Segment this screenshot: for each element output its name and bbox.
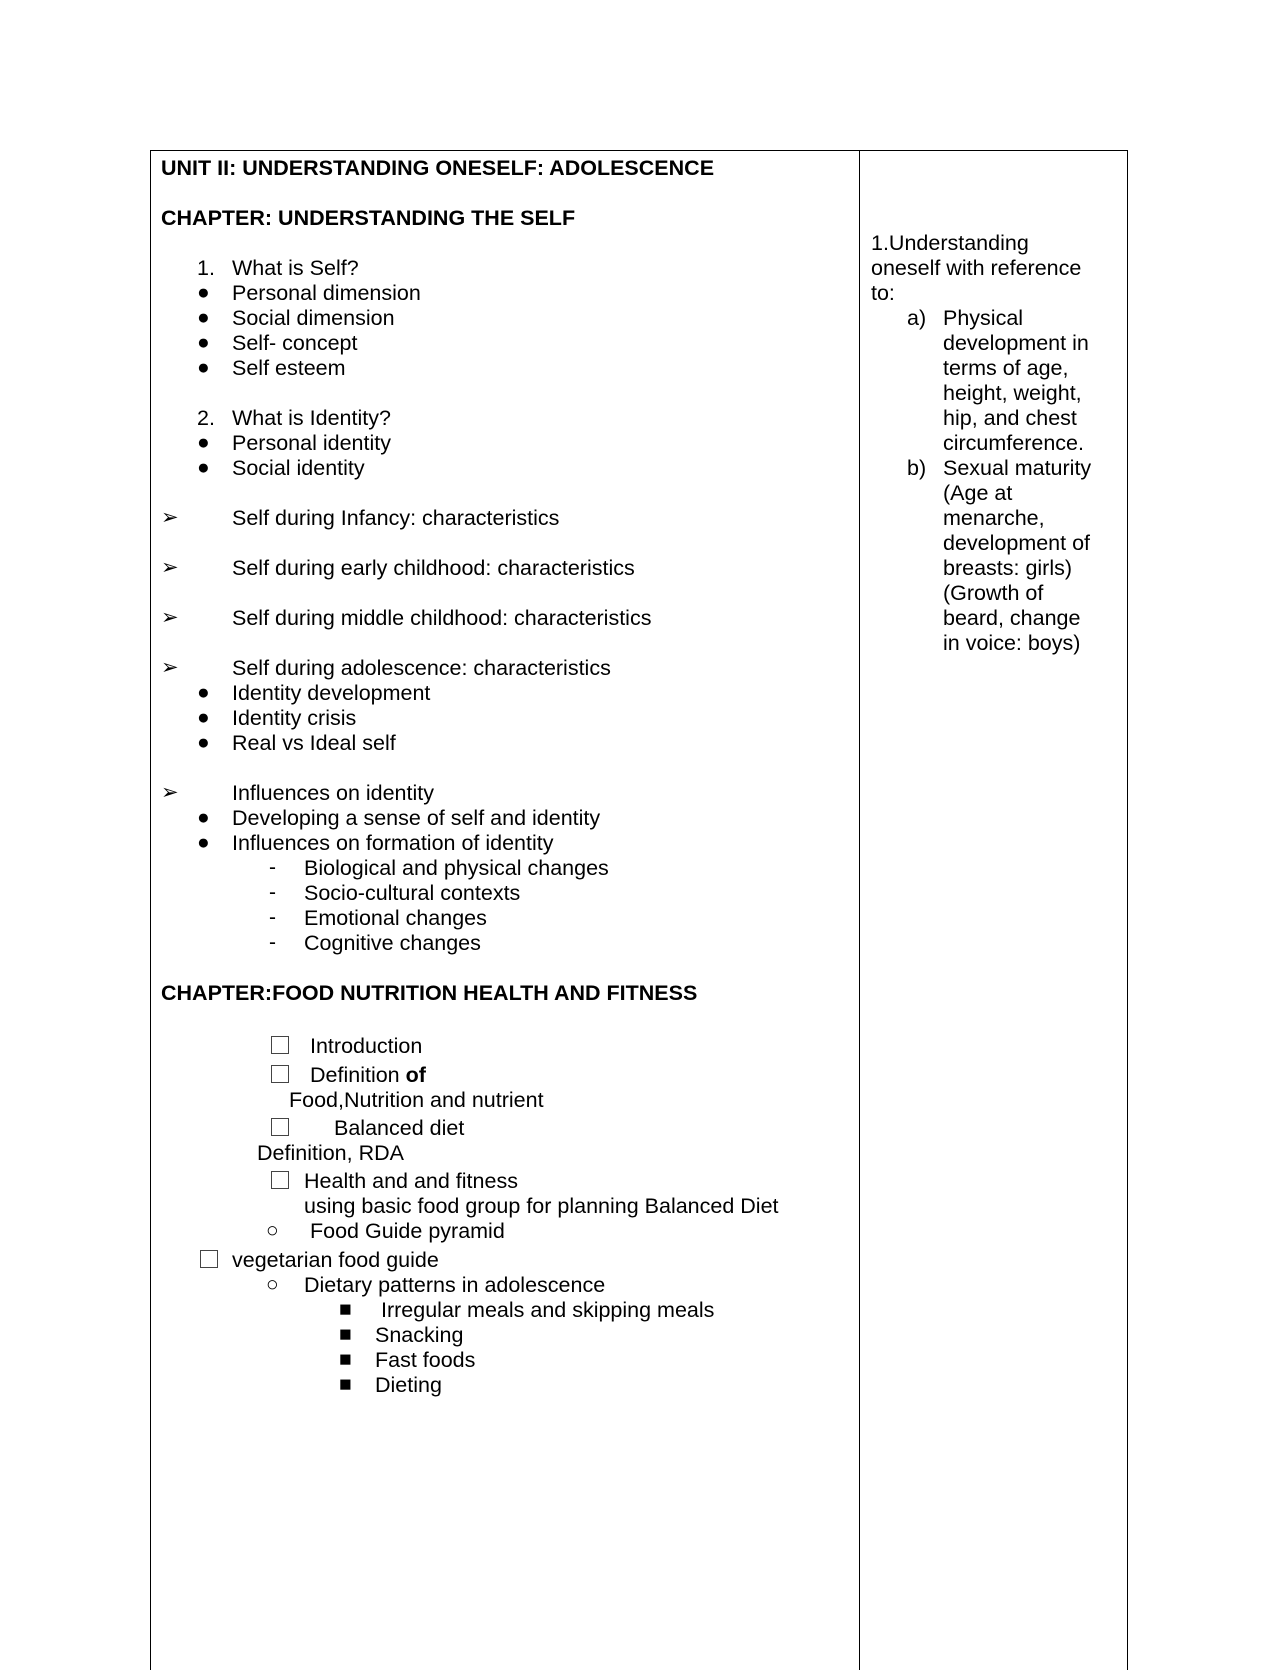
outcome-marker-a: a) [907, 306, 927, 330]
food-item-health-fitness: Health and and fitness [304, 1169, 518, 1193]
outcome-b-line: (Age at [943, 481, 1013, 505]
list-number: 1. [197, 256, 215, 280]
food-item-balanced-diet: Balanced diet [334, 1116, 465, 1140]
outcome-a-line: circumference. [943, 431, 1084, 455]
list-item: Social dimension [232, 306, 395, 330]
food-item-definition [310, 1062, 426, 1088]
arrow-marker: ➢ [161, 656, 179, 679]
outcome-b-line: Sexual maturity [943, 456, 1092, 480]
outcome-intro-line: to: [871, 281, 895, 305]
arrow-item-adolescence: Self during adolescence: characteristics [232, 656, 611, 680]
outcome-b-line: beard, change [943, 606, 1081, 630]
bullet-marker: ● [197, 431, 210, 454]
bullet-marker: ● [197, 806, 210, 829]
dash-marker: - [269, 906, 276, 929]
square-marker: ■ [339, 1373, 352, 1396]
dietary-item: Irregular meals and skipping meals [381, 1298, 715, 1322]
list-item: Real vs Ideal self [232, 731, 396, 755]
chapter-food-heading: CHAPTER:FOOD NUTRITION HEALTH AND FITNESS [161, 981, 698, 1005]
list-number: 2. [197, 406, 215, 430]
unit-heading: UNIT II: UNDERSTANDING ONESELF: ADOLESCENCE [161, 156, 715, 180]
outcome-b-line: breasts: girls) [943, 556, 1073, 580]
outcome-a-line: development in [943, 331, 1089, 355]
definition-prefix: Definition [310, 1063, 406, 1087]
food-item-pyramid: Food Guide pyramid [310, 1219, 505, 1243]
outcome-intro-line: 1.Understanding [871, 231, 1029, 255]
syllabus-table [150, 150, 1128, 1670]
dash-marker: - [269, 856, 276, 879]
list-item: Influences on formation of identity [232, 831, 554, 855]
bullet-marker: ● [197, 331, 210, 354]
food-item-balanced-diet-continued: Definition, RDA [257, 1141, 404, 1165]
sub-list-item: Socio-cultural contexts [304, 881, 521, 905]
outcome-b-line: in voice: boys) [943, 631, 1081, 655]
dietary-item: Snacking [375, 1323, 464, 1347]
bullet-marker: ● [197, 356, 210, 379]
outcome-b-line: development of [943, 531, 1091, 555]
sub-list-item: Biological and physical changes [304, 856, 609, 880]
bullet-marker: ● [197, 281, 210, 304]
dietary-item: Dieting [375, 1373, 442, 1397]
list-item: Personal identity [232, 431, 391, 455]
question-self: What is Self? [232, 256, 359, 280]
list-item: Developing a sense of self and identity [232, 806, 601, 830]
definition-bold: of [405, 1063, 426, 1087]
sub-list-item: Emotional changes [304, 906, 487, 930]
checkbox-square-icon [271, 1118, 289, 1136]
outcome-a-line: height, weight, [943, 381, 1082, 405]
question-identity: What is Identity? [232, 406, 391, 430]
arrow-marker: ➢ [161, 556, 179, 579]
checkbox-square-icon [271, 1171, 289, 1189]
list-item: Self- concept [232, 331, 358, 355]
bullet-marker: ● [197, 831, 210, 854]
square-marker: ■ [339, 1323, 352, 1346]
outcome-marker-b: b) [907, 456, 927, 480]
dietary-item: Fast foods [375, 1348, 476, 1372]
dash-marker: - [269, 881, 276, 904]
bullet-marker: ● [197, 306, 210, 329]
arrow-item-infancy: Self during Infancy: characteristics [232, 506, 560, 530]
sub-list-item: Cognitive changes [304, 931, 481, 955]
arrow-item-early-childhood: Self during early childhood: characteristics [232, 556, 635, 580]
food-item-health-continued: using basic food group for planning Balanced Diet [304, 1194, 779, 1218]
outcome-a-line: Physical [943, 306, 1024, 330]
arrow-item-middle-childhood: Self during middle childhood: characteristics [232, 606, 652, 630]
list-item: Self esteem [232, 356, 346, 380]
outcome-intro-line: oneself with reference [871, 256, 1082, 280]
square-marker: ■ [339, 1348, 352, 1371]
circle-marker: ○ [266, 1273, 279, 1296]
outcome-b-line: (Growth of [943, 581, 1044, 605]
bullet-marker: ● [197, 681, 210, 704]
bullet-marker: ● [197, 731, 210, 754]
checkbox-square-icon [271, 1065, 289, 1083]
square-marker: ■ [339, 1298, 352, 1321]
arrow-item-influences: Influences on identity [232, 781, 434, 805]
checkbox-square-icon [271, 1036, 289, 1054]
checkbox-square-icon [200, 1250, 218, 1268]
outcome-b-line: menarche, [943, 506, 1045, 530]
arrow-marker: ➢ [161, 506, 179, 529]
food-item-dietary-patterns: Dietary patterns in adolescence [304, 1273, 606, 1297]
list-item: Identity crisis [232, 706, 357, 730]
food-item-vegetarian-guide: vegetarian food guide [232, 1248, 439, 1272]
chapter-self-heading: CHAPTER: UNDERSTANDING THE SELF [161, 206, 576, 230]
outcome-a-line: terms of age, [943, 356, 1069, 380]
list-item: Personal dimension [232, 281, 421, 305]
outcome-a-line: hip, and chest [943, 406, 1077, 430]
column-divider [859, 151, 860, 1670]
bullet-marker: ● [197, 456, 210, 479]
list-item: Identity development [232, 681, 431, 705]
bullet-marker: ● [197, 706, 210, 729]
arrow-marker: ➢ [161, 781, 179, 804]
list-item: Social identity [232, 456, 365, 480]
arrow-marker: ➢ [161, 606, 179, 629]
food-item-definition-continued: Food,Nutrition and nutrient [289, 1088, 544, 1112]
circle-marker: ○ [266, 1219, 279, 1242]
dash-marker: - [269, 931, 276, 954]
food-item-introduction: Introduction [310, 1034, 423, 1058]
